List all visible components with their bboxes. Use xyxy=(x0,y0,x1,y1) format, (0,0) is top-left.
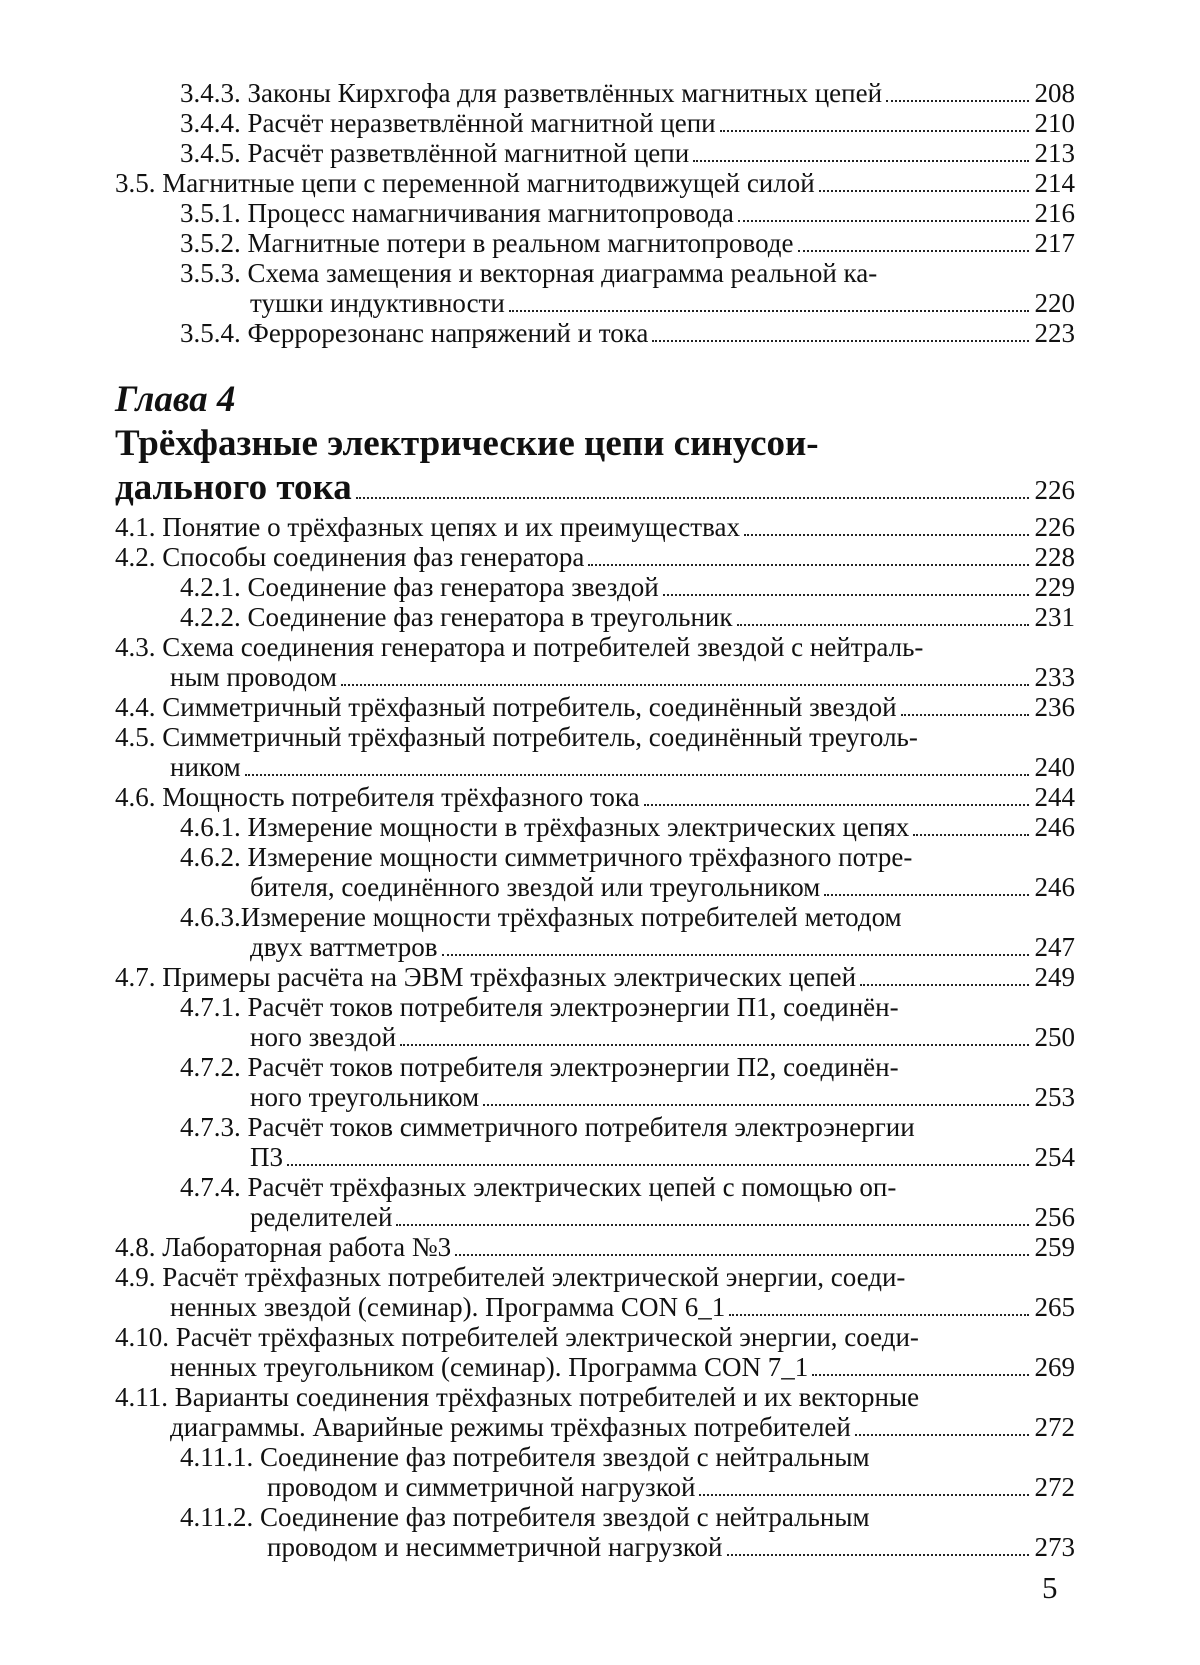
chapter-title-line2 xyxy=(115,466,1075,512)
toc-entry-e4111 xyxy=(115,1442,1075,1502)
toc-entry-line xyxy=(115,1472,1075,1502)
toc-entry-page: 210 xyxy=(1034,108,1075,138)
toc-entry-page: 236 xyxy=(1034,692,1075,722)
dot-leader xyxy=(886,100,1028,102)
toc-entry-title: 4.6.3.Измерение мощности трёхфазных потребителей методом xyxy=(180,902,902,932)
toc-entry-line xyxy=(115,512,1075,542)
toc-entry-title: тушки индуктивности xyxy=(250,288,505,318)
toc-entry-e47 xyxy=(115,962,1075,992)
toc-entry-line xyxy=(115,872,1075,902)
toc-entry-title: 4.4. Симметричный трёхфазный потребитель, соединённый звездой xyxy=(115,692,897,722)
toc-entry-title: 4.6.1. Измерение мощности в трёхфазных электрических цепях xyxy=(180,812,910,842)
toc-entry-page: 213 xyxy=(1034,138,1075,168)
toc-entry-page: 259 xyxy=(1034,1232,1075,1262)
toc-entry-title: ного звездой xyxy=(250,1022,397,1052)
toc-entry-e46 xyxy=(115,782,1075,812)
toc-entry-title: ненных треугольником (семинар). Программа CON 7_1 xyxy=(170,1352,809,1382)
toc-entry-title: 3.5.4. Феррорезонанс напряжений и тока xyxy=(180,318,649,348)
toc-section-bottom xyxy=(115,512,1075,1562)
dot-leader xyxy=(652,340,1028,342)
toc-entry-title: 4.7.4. Расчёт трёхфазных электрических цепей с помощью оп- xyxy=(180,1172,897,1202)
toc-entry-e351 xyxy=(115,198,1075,228)
toc-entry-line xyxy=(115,1412,1075,1442)
toc-entry-title: 4.6. Мощность потребителя трёхфазного тока xyxy=(115,782,640,812)
toc-entry-page: 250 xyxy=(1034,1022,1075,1052)
toc-entry-line xyxy=(115,1202,1075,1232)
toc-entry-title: двух ваттметров xyxy=(250,932,438,962)
toc-entry-e44 xyxy=(115,692,1075,722)
toc-entry-title: 3.5.2. Магнитные потери в реальном магнитопроводе xyxy=(180,228,794,258)
dot-leader xyxy=(287,1164,1029,1166)
dot-leader xyxy=(400,1044,1028,1046)
dot-leader xyxy=(588,564,1028,566)
toc-entry-e411 xyxy=(115,1382,1075,1442)
toc-entry-e4112 xyxy=(115,1502,1075,1562)
dot-leader xyxy=(483,1104,1028,1106)
toc-entry-e41 xyxy=(115,512,1075,542)
toc-entry-title: диаграммы. Аварийные режимы трёхфазных потребителей xyxy=(170,1412,851,1442)
toc-entry-page: 233 xyxy=(1034,662,1075,692)
dot-leader xyxy=(737,624,1029,626)
toc-entry-line xyxy=(115,78,1075,108)
toc-entry-line xyxy=(115,662,1075,692)
toc-entry-e49 xyxy=(115,1262,1075,1322)
toc-entry-title: 3.4.3. Законы Кирхгофа для разветвлённых магнитных цепей xyxy=(180,78,883,108)
page-number: 5 xyxy=(1042,1570,1058,1605)
toc-entry-title: 4.2. Способы соединения фаз генератора xyxy=(115,542,585,572)
toc-entry-line xyxy=(115,1292,1075,1322)
toc-entry-line xyxy=(115,1142,1075,1172)
toc-entry-title: 4.9. Расчёт трёхфазных потребителей электрической энергии, соеди- xyxy=(115,1262,906,1292)
toc-entry-title: 4.1. Понятие о трёхфазных цепях и их преимуществах xyxy=(115,512,740,542)
toc-entry-line xyxy=(115,572,1075,602)
toc-entry-line xyxy=(115,138,1075,168)
toc-entry-title: 3.4.5. Расчёт разветвлённой магнитной цепи xyxy=(180,138,690,168)
dot-leader xyxy=(855,1434,1029,1436)
toc-entry-page: 256 xyxy=(1034,1202,1075,1232)
dot-leader xyxy=(442,954,1029,956)
dot-leader xyxy=(819,190,1029,192)
toc-entry-e463 xyxy=(115,902,1075,962)
toc-entry-page: 223 xyxy=(1034,318,1075,348)
toc-entry-title: ределителей xyxy=(250,1202,393,1232)
toc-entry-page: 216 xyxy=(1034,198,1075,228)
dot-leader xyxy=(824,894,1028,896)
toc-entry-title: П3 xyxy=(250,1142,283,1172)
toc-entry-title: 3.4.4. Расчёт неразветвлённой магнитной цепи xyxy=(180,108,716,138)
toc-entry-page: 246 xyxy=(1034,872,1075,902)
toc-entry-title: 4.2.1. Соединение фаз генератора звездой xyxy=(180,572,659,602)
toc-entry-e421 xyxy=(115,572,1075,602)
toc-entry-e45 xyxy=(115,722,1075,782)
toc-entry-page: 272 xyxy=(1034,1472,1075,1502)
toc-entry-page: 269 xyxy=(1034,1352,1075,1382)
toc-entry-e474 xyxy=(115,1172,1075,1232)
toc-entry-title: 3.5.1. Процесс намагничивания магнитопровода xyxy=(180,198,734,228)
chapter-label: Глава 4 xyxy=(115,379,236,420)
chapter-title-text: дального тока xyxy=(115,467,352,508)
toc-entry-e343 xyxy=(115,78,1075,108)
dot-leader xyxy=(913,834,1028,836)
toc-entry-page: 254 xyxy=(1034,1142,1075,1172)
toc-entry-line xyxy=(115,542,1075,572)
toc-entry-page: 229 xyxy=(1034,572,1075,602)
toc-entry-page: 272 xyxy=(1034,1412,1075,1442)
toc-entry-title: проводом и симметричной нагрузкой xyxy=(267,1472,696,1502)
toc-entry-page: 244 xyxy=(1034,782,1075,812)
toc-entry-page: 249 xyxy=(1034,962,1075,992)
dot-leader xyxy=(729,1314,1028,1316)
toc-entry-title: 4.7.1. Расчёт токов потребителя электроэнергии П1, соединён- xyxy=(180,992,899,1022)
toc-entry-line xyxy=(115,108,1075,138)
toc-entry-e410 xyxy=(115,1322,1075,1382)
toc-entry-page: 273 xyxy=(1034,1532,1075,1562)
dot-leader xyxy=(901,714,1029,716)
toc-entry-e48 xyxy=(115,1232,1075,1262)
dot-leader xyxy=(860,984,1028,986)
toc-entry-e345 xyxy=(115,138,1075,168)
toc-entry-e42 xyxy=(115,542,1075,572)
toc-entry-e43 xyxy=(115,632,1075,692)
dot-leader xyxy=(341,684,1029,686)
dot-leader xyxy=(798,250,1029,252)
toc-entry-line xyxy=(115,1232,1075,1262)
chapter-title-line1: Трёхфазные электрические цепи синусои- xyxy=(115,423,819,464)
toc-entry-line xyxy=(115,288,1075,318)
toc-entry-line xyxy=(115,752,1075,782)
toc-entry-line xyxy=(115,782,1075,812)
toc-entry-e471 xyxy=(115,992,1075,1052)
dot-leader xyxy=(663,594,1029,596)
toc-entry-page: 265 xyxy=(1034,1292,1075,1322)
dot-leader xyxy=(693,160,1028,162)
toc-entry-line xyxy=(115,602,1075,632)
toc-entry-title: 4.11. Варианты соединения трёхфазных потребителей и их векторные xyxy=(115,1382,920,1412)
dot-leader xyxy=(720,130,1029,132)
toc-entry-e353 xyxy=(115,258,1075,318)
toc-entry-line xyxy=(115,318,1075,348)
toc-entry-page: 246 xyxy=(1034,812,1075,842)
toc-entry-page: 247 xyxy=(1034,932,1075,962)
toc-entry-title: 4.7.2. Расчёт токов потребителя электроэнергии П2, соединён- xyxy=(180,1052,899,1082)
toc-entry-title: 3.5. Магнитные цепи с переменной магнитодвижущей силой xyxy=(115,168,815,198)
toc-entry-page: 240 xyxy=(1034,752,1075,782)
toc-entry-title: ным проводом xyxy=(170,662,337,692)
table-of-contents xyxy=(115,78,1075,1562)
toc-entry-line xyxy=(115,812,1075,842)
toc-entry-line xyxy=(115,228,1075,258)
toc-entry-title: 4.3. Схема соединения генератора и потребителей звездой с нейтраль- xyxy=(115,632,924,662)
toc-entry-title: 4.8. Лабораторная работа №3 xyxy=(115,1232,452,1262)
chapter-page-number: 226 xyxy=(1034,475,1075,505)
toc-entry-title: 4.10. Расчёт трёхфазных потребителей электрической энергии, соеди- xyxy=(115,1322,919,1352)
toc-entry-line xyxy=(115,168,1075,198)
toc-entry-line xyxy=(115,1532,1075,1562)
toc-entry-e354 xyxy=(115,318,1075,348)
dot-leader xyxy=(738,220,1029,222)
toc-entry-page: 217 xyxy=(1034,228,1075,258)
dot-leader xyxy=(727,1554,1029,1556)
toc-entry-line xyxy=(115,1022,1075,1052)
dot-leader xyxy=(245,774,1029,776)
dot-leader xyxy=(455,1254,1028,1256)
toc-entry-title: 4.6.2. Измерение мощности симметричного трёхфазного потре- xyxy=(180,842,913,872)
toc-entry-title: 4.7. Примеры расчёта на ЭВМ трёхфазных электрических цепей xyxy=(115,962,857,992)
toc-section-top xyxy=(115,78,1075,348)
toc-entry-page: 208 xyxy=(1034,78,1075,108)
toc-entry-page: 228 xyxy=(1034,542,1075,572)
toc-entry-title: 4.2.2. Соединение фаз генератора в треугольник xyxy=(180,602,733,632)
dot-leader xyxy=(744,534,1029,536)
toc-entry-line xyxy=(115,1352,1075,1382)
toc-entry-title: 4.7.3. Расчёт токов симметричного потребителя электроэнергии xyxy=(180,1112,915,1142)
toc-entry-e472 xyxy=(115,1052,1075,1112)
toc-entry-line xyxy=(115,932,1075,962)
toc-entry-page: 253 xyxy=(1034,1082,1075,1112)
toc-entry-title: 3.5.3. Схема замещения и векторная диаграмма реальной ка- xyxy=(180,258,878,288)
toc-entry-e344 xyxy=(115,108,1075,138)
toc-entry-e462 xyxy=(115,842,1075,902)
dot-leader xyxy=(812,1374,1028,1376)
toc-entry-title: 4.11.1. Соединение фаз потребителя звездой с нейтральным xyxy=(180,1442,870,1472)
toc-entry-page: 220 xyxy=(1034,288,1075,318)
dot-leader xyxy=(356,497,1029,499)
toc-entry-title: 4.5. Симметричный трёхфазный потребитель, соединённый треуголь- xyxy=(115,722,918,752)
toc-entry-e473 xyxy=(115,1112,1075,1172)
toc-entry-title: ником xyxy=(170,752,241,782)
dot-leader xyxy=(699,1494,1028,1496)
toc-entry-line xyxy=(115,692,1075,722)
toc-entry-title: ного треугольником xyxy=(250,1082,480,1112)
dot-leader xyxy=(644,804,1029,806)
dot-leader xyxy=(396,1224,1028,1226)
dot-leader xyxy=(509,310,1029,312)
toc-entry-e352 xyxy=(115,228,1075,258)
toc-entry-e35 xyxy=(115,168,1075,198)
toc-entry-page: 226 xyxy=(1034,512,1075,542)
toc-entry-e461 xyxy=(115,812,1075,842)
toc-entry-title: ненных звездой (семинар). Программа CON 6_1 xyxy=(170,1292,726,1322)
toc-entry-title: бителя, соединённого звездой или треугольником xyxy=(250,872,821,902)
toc-entry-line xyxy=(115,962,1075,992)
toc-entry-line xyxy=(115,1082,1075,1112)
toc-entry-page: 231 xyxy=(1034,602,1075,632)
toc-entry-line xyxy=(115,198,1075,228)
toc-entry-page: 214 xyxy=(1034,168,1075,198)
toc-entry-title: проводом и несимметричной нагрузкой xyxy=(267,1532,723,1562)
toc-entry-title: 4.11.2. Соединение фаз потребителя звездой с нейтральным xyxy=(180,1502,870,1532)
toc-entry-e422 xyxy=(115,602,1075,632)
